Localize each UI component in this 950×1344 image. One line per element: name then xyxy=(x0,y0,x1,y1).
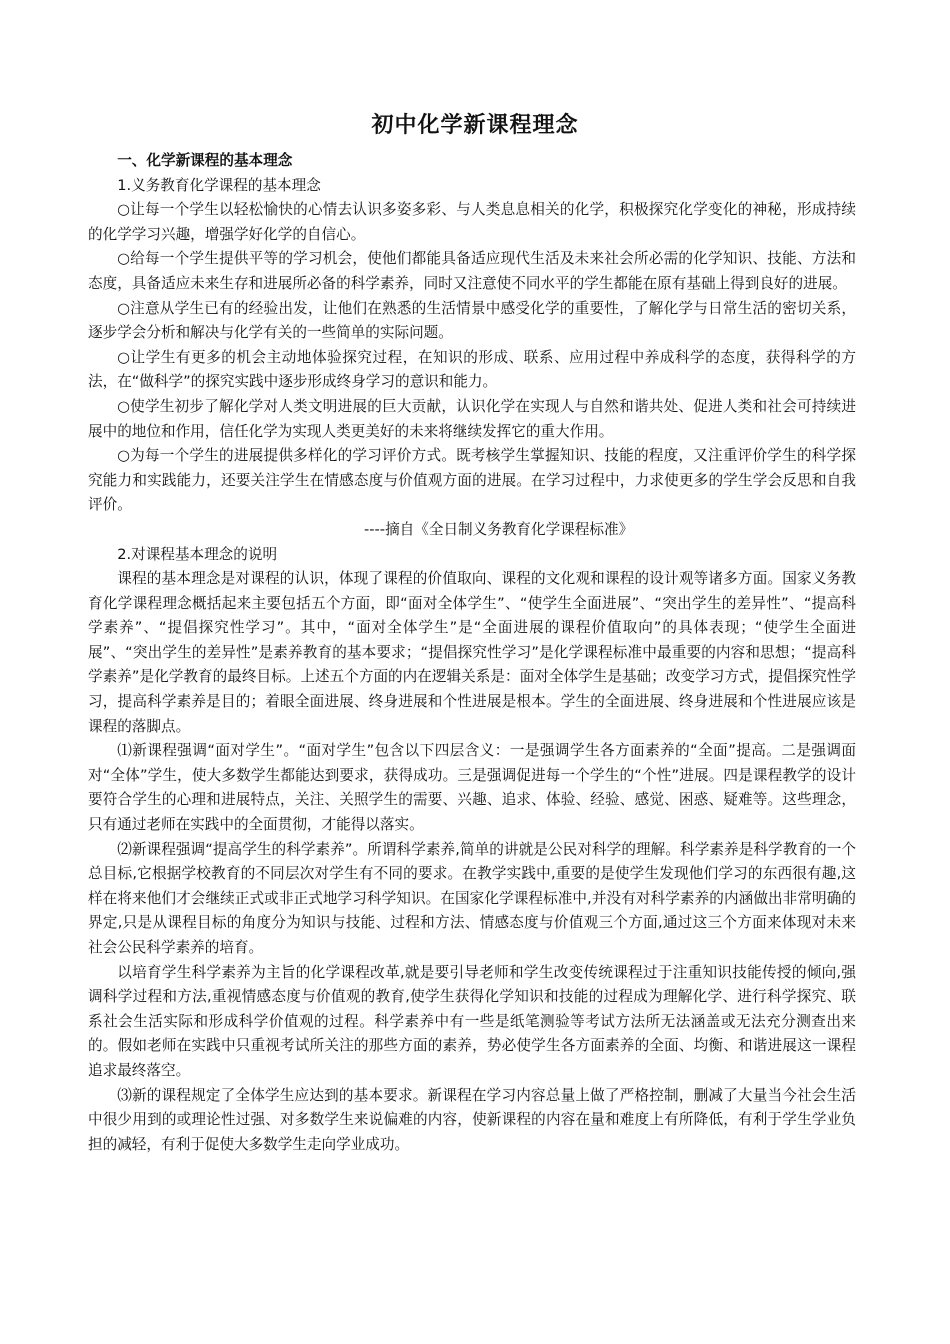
idea-paragraph-6: ○为每一个学生的进展提供多样化的学习评价方式。既考核学生掌握知识、技能的程度，又注重评价学生的科学探究能力和实践能力，还要关注学生在情感态度与价值观方面的进展。在学习过程中，力求使更多的学生学会反思和自我评价。 xyxy=(88,447,856,514)
body-paragraph-3: ⑵新课程强调“提高学生的科学素养”。所谓科学素养,简单的讲就是公民对科学的理解。科学素养是科学教育的一个总目标,它根据学校教育的不同层次对学生有不同的要求。在教学实践中,重要的是使学生发现他们学习的东西很有趣,这样在将来他们才会继续正式或非正式地学习科学知识。在国家化学课程标准中,并没有对科学素养的内涵做出非常明确的界定,只是从课程目标的角度分为知识与技能、过程和方法、情感态度与价值观三个方面,通过这三个方面来体现对未来社会公民科学素养的培育。 xyxy=(88,840,856,956)
idea-paragraph-2: ○给每一个学生提供平等的学习机会，使他们都能具备适应现代生活及未来社会所必需的化学知识、技能、方法和态度，具备适应未来生存和进展所必备的科学素养，同时又注意使不同水平的学生都能在原有基础上得到良好的进展。 xyxy=(88,250,856,292)
body-paragraph-2: ⑴新课程强调“面对学生”。“面对学生”包含以下四层含义：一是强调学生各方面素养的“全面”提高。二是强调面对“全体”学生，使大多数学生都能达到要求，获得成功。三是强调促进每一个学生的“个性”进展。四是课程教学的设计要符合学生的心理和进展特点，关注、关照学生的需要、兴趣、追求、体验、经验、感觉、困惑、疑难等。这些理念，只有通过老师在实践中的全面贯彻，才能得以落实。 xyxy=(88,742,856,834)
source-citation: ----摘自《全日制义务教育化学课程标准》 xyxy=(364,520,634,538)
subsection-heading-1: 1.义务教育化学课程的基本理念 xyxy=(117,176,321,194)
body-paragraph-1: 课程的基本理念是对课程的认识，体现了课程的价值取向、课程的文化观和课程的设计观等诸多方面。国家义务教育化学课程理念概括起来主要包括五个方面，即“面对全体学生”、“使学生全面进展”、“突出学生的差异性”、“提高科学素养”、“提倡探究性学习”。其中，“面对全体学生”是“全面进展的课程价值取向”的具体表现；“使学生全面进展”、“突出学生的差异性”是素养教育的基本要求；“提倡探究性学习”是化学课程标准中最重要的内容和思想；“提高科学素养”是化学教育的最终目标。上述五个方面的内在逻辑关系是：面对全体学生是基础；改变学习方式，提倡探究性学习，提高科学素养是目的；着眼全面进展、终身进展和个性进展是根本。学生的全面进展、终身进展和个性进展应该是课程的落脚点。 xyxy=(88,570,856,735)
body-paragraph-5: ⑶新的课程规定了全体学生应达到的基本要求。新课程在学习内容总量上做了严格控制，删减了大量当今社会生活中很少用到的或理论性过强、对多数学生来说偏难的内容，使新课程的内容在量和难度上有所降低，有利于学生学业负担的减轻，有利于促使大多数学生走向学业成功。 xyxy=(88,1086,856,1153)
idea-paragraph-1: ○让每一个学生以轻松愉快的心情去认识多姿多彩、与人类息息相关的化学，积极探究化学变化的神秘，形成持续的化学学习兴趣，增强学好化学的自信心。 xyxy=(88,201,856,243)
idea-paragraph-3: ○注意从学生已有的经验出发，让他们在熟悉的生活情景中感受化学的重要性，了解化学与日常生活的密切关系，逐步学会分析和解决与化学有关的一些简单的实际问题。 xyxy=(88,299,856,342)
idea-paragraph-5: ○使学生初步了解化学对人类文明进展的巨大贡献，认识化学在实现人与自然和谐共处、促进人类和社会可持续进展中的地位和作用，信任化学为实现人类更美好的未来将继续发挥它的重大作用。 xyxy=(88,397,856,440)
document-title: 初中化学新课程理念 xyxy=(371,113,579,138)
body-paragraph-4: 以培育学生科学素养为主旨的化学课程改革,就是要引导老师和学生改变传统课程过于注重知识技能传授的倾向,强调科学过程和方法,重视情感态度与价值观的教育,使学生获得化学知识和技能的过程成为理解化学、进行科学探究、联系社会生活实际和形成科学价值观的过程。科学素养中有一些是纸笔测验等考试方法所无法涵盖或无法充分测查出来的。假如老师在实践中只重视考试所关注的那些方面的素养，势必使学生各方面素养的全面、均衡、和谐进展这一课程追求最终落空。 xyxy=(88,963,856,1079)
idea-paragraph-4: ○让学生有更多的机会主动地体验探究过程，在知识的形成、联系、应用过程中养成科学的态度，获得科学的方法，在“做科学”的探究实践中逐步形成终身学习的意识和能力。 xyxy=(88,348,856,391)
document-body xyxy=(88,149,856,1157)
section-heading-1: 一、化学新课程的基本理念 xyxy=(117,152,293,169)
subsection-heading-2: 2.对课程基本理念的说明 xyxy=(117,545,278,563)
